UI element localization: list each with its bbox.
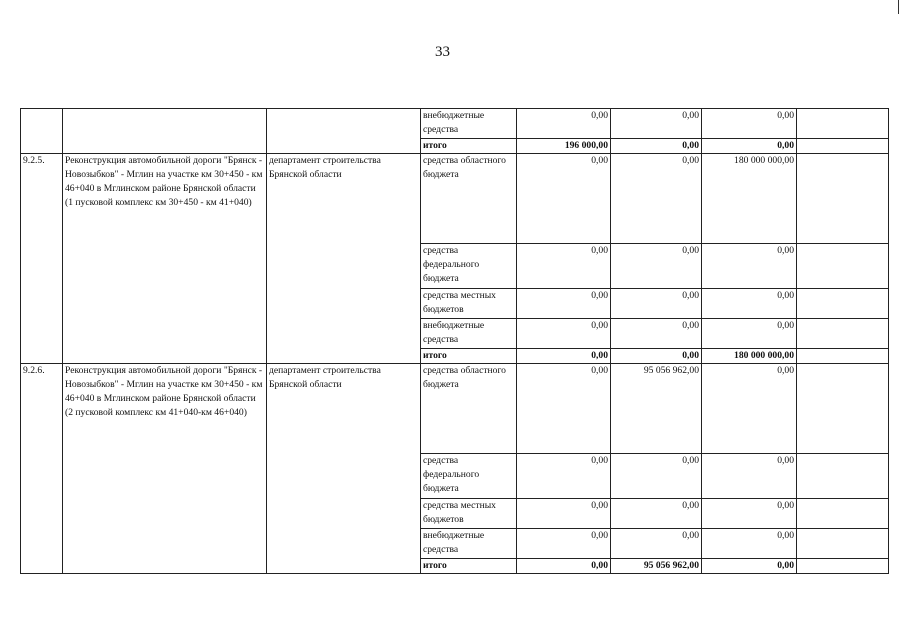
executor-cell xyxy=(267,109,421,154)
source-cell: итого xyxy=(421,349,517,364)
source-cell: внебюджетные средства xyxy=(421,319,517,349)
value-3-cell: 0,00 xyxy=(702,244,797,289)
value-3-cell: 0,00 xyxy=(702,529,797,559)
table-row xyxy=(21,109,889,139)
extra-cell xyxy=(797,109,889,139)
value-2-cell: 0,00 xyxy=(611,319,702,349)
value-1-cell: 196 000,00 xyxy=(517,139,611,154)
value-3-cell: 0,00 xyxy=(702,454,797,499)
value-3-cell: 0,00 xyxy=(702,109,797,139)
value-2-cell: 0,00 xyxy=(611,454,702,499)
source-cell: средства местных бюджетов xyxy=(421,289,517,319)
value-1-cell: 0,00 xyxy=(517,499,611,529)
extra-cell xyxy=(797,289,889,319)
value-2-cell: 0,00 xyxy=(611,529,702,559)
value-1-cell: 0,00 xyxy=(517,244,611,289)
value-3-cell: 180 000 000,00 xyxy=(702,349,797,364)
extra-cell xyxy=(797,244,889,289)
source-cell: внебюджетные средства xyxy=(421,109,517,139)
value-2-cell: 0,00 xyxy=(611,154,702,244)
source-cell: средства областного бюджета xyxy=(421,154,517,244)
source-cell: средства областного бюджета xyxy=(421,364,517,454)
value-3-cell: 0,00 xyxy=(702,499,797,529)
item-name-cell: Реконструкция автомобильной дороги "Брянск - Новозыбков" - Мглин на участке км 30+450 - км 46+040 в Мглинском районе Брянской области (1 пусковой комплекс км 30+450 - км 41+040) xyxy=(63,154,267,364)
extra-cell xyxy=(797,499,889,529)
source-cell: итого xyxy=(421,139,517,154)
value-1-cell: 0,00 xyxy=(517,109,611,139)
edge-mark xyxy=(898,0,899,14)
source-cell: средства местных бюджетов xyxy=(421,499,517,529)
value-3-cell: 0,00 xyxy=(702,364,797,454)
value-2-cell: 0,00 xyxy=(611,499,702,529)
value-2-cell: 0,00 xyxy=(611,109,702,139)
item-name-cell: Реконструкция автомобильной дороги "Брянск - Новозыбков" - Мглин на участке км 30+450 - км 46+040 в Мглинском районе Брянской области (2 пусковой комплекс км 41+040-км 46+040) xyxy=(63,364,267,574)
extra-cell xyxy=(797,154,889,244)
value-1-cell: 0,00 xyxy=(517,319,611,349)
extra-cell xyxy=(797,364,889,454)
table-row xyxy=(21,364,889,454)
source-cell: итого xyxy=(421,559,517,574)
item-number-cell xyxy=(21,109,63,154)
value-1-cell: 0,00 xyxy=(517,289,611,319)
value-2-cell: 0,00 xyxy=(611,289,702,319)
table-row xyxy=(21,154,889,244)
value-1-cell: 0,00 xyxy=(517,559,611,574)
value-1-cell: 0,00 xyxy=(517,154,611,244)
extra-cell xyxy=(797,529,889,559)
extra-cell xyxy=(797,349,889,364)
source-cell: средства федерального бюджета xyxy=(421,244,517,289)
extra-cell xyxy=(797,319,889,349)
value-1-cell: 0,00 xyxy=(517,454,611,499)
extra-cell xyxy=(797,454,889,499)
source-cell: средства федерального бюджета xyxy=(421,454,517,499)
executor-cell: департамент строительства Брянской области xyxy=(267,364,421,574)
value-1-cell: 0,00 xyxy=(517,529,611,559)
value-3-cell: 0,00 xyxy=(702,139,797,154)
value-2-cell: 95 056 962,00 xyxy=(611,559,702,574)
value-1-cell: 0,00 xyxy=(517,349,611,364)
value-2-cell: 0,00 xyxy=(611,349,702,364)
value-3-cell: 180 000 000,00 xyxy=(702,154,797,244)
source-cell: внебюджетные средства xyxy=(421,529,517,559)
value-3-cell: 0,00 xyxy=(702,559,797,574)
item-number-cell: 9.2.6. xyxy=(21,364,63,574)
value-2-cell: 95 056 962,00 xyxy=(611,364,702,454)
value-3-cell: 0,00 xyxy=(702,289,797,319)
value-2-cell: 0,00 xyxy=(611,139,702,154)
page-number: 33 xyxy=(435,44,450,60)
extra-cell xyxy=(797,139,889,154)
executor-cell: департамент строительства Брянской области xyxy=(267,154,421,364)
value-3-cell: 0,00 xyxy=(702,319,797,349)
extra-cell xyxy=(797,559,889,574)
value-1-cell: 0,00 xyxy=(517,364,611,454)
item-number-cell: 9.2.5. xyxy=(21,154,63,364)
item-name-cell xyxy=(63,109,267,154)
budget-table xyxy=(20,108,889,574)
value-2-cell: 0,00 xyxy=(611,244,702,289)
